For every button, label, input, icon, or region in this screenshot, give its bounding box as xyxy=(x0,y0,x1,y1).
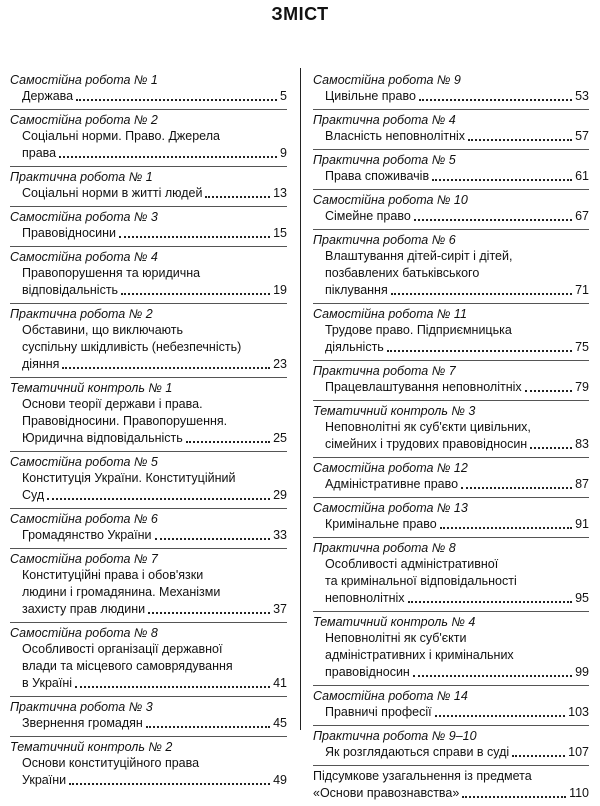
dot-leader xyxy=(468,139,572,141)
toc-entry-title: Особливості організації державної xyxy=(22,642,223,656)
toc-entry-title: Кримінальне право xyxy=(325,517,437,531)
dot-leader xyxy=(76,99,277,101)
dot-leader xyxy=(461,487,572,489)
toc-entry-header: Тематичний контроль № 1 xyxy=(10,381,173,395)
toc-entry[interactable] xyxy=(313,766,589,806)
page-number: 87 xyxy=(575,477,589,491)
toc-entry-title: Особливості адміністративної xyxy=(325,557,499,571)
toc-entry-header: Тематичний контроль № 2 xyxy=(10,740,173,754)
toc-entry-title: Адміністративне право xyxy=(325,477,459,491)
toc-entry-header: Практична робота № 9–10 xyxy=(313,729,477,743)
toc-entry-header: Практична робота № 1 xyxy=(10,170,153,184)
page-number: 19 xyxy=(273,283,287,297)
toc-entry[interactable] xyxy=(313,304,589,361)
dot-leader xyxy=(69,783,270,785)
toc-entry-title: захисту прав людини xyxy=(22,602,146,616)
dot-leader xyxy=(435,715,566,717)
dot-leader xyxy=(440,527,572,529)
dot-leader xyxy=(62,367,270,369)
toc-entry-header: Самостійна робота № 14 xyxy=(313,689,468,703)
page-number: 57 xyxy=(575,129,589,143)
dot-leader xyxy=(413,675,572,677)
toc-entry[interactable] xyxy=(10,623,287,697)
toc-entry-title: та кримінальної відповідальності xyxy=(325,574,517,588)
dot-leader xyxy=(419,99,572,101)
toc-entry[interactable] xyxy=(10,737,287,793)
page-number: 99 xyxy=(575,665,589,679)
dot-leader xyxy=(462,796,566,798)
toc-entry[interactable] xyxy=(10,697,287,737)
dot-leader xyxy=(391,293,572,295)
toc-entry[interactable] xyxy=(313,110,589,150)
toc-entry-header: Тематичний контроль № 3 xyxy=(313,404,476,418)
toc-entry[interactable] xyxy=(313,726,589,766)
toc-entry[interactable] xyxy=(313,401,589,458)
dot-leader xyxy=(408,601,573,603)
page-number: 79 xyxy=(575,380,589,394)
toc-entry-title: позбавлених батьківського xyxy=(325,266,480,280)
toc-entry-title: Як розглядаються справи в суді xyxy=(325,745,510,759)
toc-entry-title: Сімейне право xyxy=(325,209,411,223)
toc-entry-title: Основи конституційного права xyxy=(22,756,200,770)
toc-entry-title: Соціальні норми. Право. Джерела xyxy=(22,129,220,143)
toc-entry[interactable] xyxy=(313,538,589,612)
toc-entry-header: Самостійна робота № 7 xyxy=(10,552,158,566)
toc-entry[interactable] xyxy=(10,304,287,378)
dot-leader xyxy=(121,293,270,295)
page-number: 29 xyxy=(273,488,287,502)
dot-leader xyxy=(146,726,270,728)
toc-entry[interactable] xyxy=(10,207,287,247)
toc-entry-title: Права споживачів xyxy=(325,169,430,183)
page-number: 37 xyxy=(273,602,287,616)
toc-entry-header: Практична робота № 6 xyxy=(313,233,456,247)
toc-entry[interactable] xyxy=(313,612,589,686)
toc-entry-header: Практична робота № 2 xyxy=(10,307,153,321)
toc-entry-title: відповідальність xyxy=(22,283,119,297)
toc-entry[interactable] xyxy=(10,378,287,452)
page-number: 33 xyxy=(273,528,287,542)
page-number: 45 xyxy=(273,716,287,730)
toc-entry-title: правовідносин xyxy=(325,665,410,679)
toc-entry-header: Практична робота № 8 xyxy=(313,541,456,555)
toc-entry[interactable] xyxy=(10,247,287,304)
dot-leader xyxy=(432,179,572,181)
page-number: 25 xyxy=(273,431,287,445)
toc-entry-title: діяльність xyxy=(325,340,384,354)
page-number: 75 xyxy=(575,340,589,354)
page-number: 49 xyxy=(273,773,287,787)
page-title: ЗМІСТ xyxy=(271,4,329,24)
toc-entry-header: Самостійна робота № 4 xyxy=(10,250,158,264)
toc-entry-title: Конституційні права і обов'язки xyxy=(22,568,204,582)
toc-entry[interactable] xyxy=(313,361,589,401)
dot-leader xyxy=(47,498,270,500)
toc-entry-title: Громадянство України xyxy=(22,528,152,542)
page-number: 107 xyxy=(568,745,589,759)
toc-entry-title: Підсумкове узагальнення із предмета xyxy=(313,769,532,783)
dot-leader xyxy=(75,686,270,688)
dot-leader xyxy=(414,219,572,221)
toc-entry-title: сімейних і трудових правовідносин xyxy=(325,437,528,451)
dot-leader xyxy=(186,441,270,443)
toc-entry-title: Влаштування дітей-сиріт і дітей, xyxy=(325,249,513,263)
page-number: 103 xyxy=(568,705,589,719)
toc-entry-title: права xyxy=(22,146,57,160)
page-number: 53 xyxy=(575,89,589,103)
page-number: 15 xyxy=(273,226,287,240)
page-number: 91 xyxy=(575,517,589,531)
toc-entry[interactable] xyxy=(10,549,287,623)
toc-entry-title: Правовідносини xyxy=(22,226,117,240)
toc-entry-title: Цивільне право xyxy=(325,89,416,103)
toc-entry[interactable] xyxy=(10,167,287,207)
dot-leader xyxy=(205,196,270,198)
page-number: 9 xyxy=(280,146,287,160)
toc-entry-header: Самостійна робота № 2 xyxy=(10,113,158,127)
toc-entry[interactable] xyxy=(313,458,589,498)
toc-entry[interactable] xyxy=(313,70,589,110)
toc-entry-title: адміністративних і кримінальних xyxy=(325,648,514,662)
toc-entry-title: Основи теорії держави і права. xyxy=(22,397,203,411)
toc-entry-header: Самостійна робота № 9 xyxy=(313,73,461,87)
toc-entry-header: Самостійна робота № 3 xyxy=(10,210,158,224)
page-number: 13 xyxy=(273,186,287,200)
toc-entry-title: Працевлаштування неповнолітніх xyxy=(325,380,522,394)
toc-entry-header: Практична робота № 3 xyxy=(10,700,153,714)
column-divider xyxy=(300,68,301,730)
toc-entry-title: влади та місцевого самоврядування xyxy=(22,659,233,673)
toc-entry-title: Юридична відповідальність xyxy=(22,431,183,445)
toc-entry-title: Неповнолітні як суб'єкти цивільних, xyxy=(325,420,531,434)
toc-entry-title: України xyxy=(22,773,67,787)
toc-entry[interactable] xyxy=(313,190,589,230)
page-number: 23 xyxy=(273,357,287,371)
toc-entry-title: Власність неповнолітніх xyxy=(325,129,465,143)
toc-entry[interactable] xyxy=(10,509,287,549)
toc-entry-title: Конституція України. Конституційний xyxy=(22,471,236,485)
toc-entry-title: Неповнолітні як суб'єкти xyxy=(325,631,467,645)
toc-entry-header: Практична робота № 7 xyxy=(313,364,456,378)
page-number: 61 xyxy=(575,169,589,183)
toc-entry-title: Держава xyxy=(22,89,74,103)
dot-leader xyxy=(525,390,572,392)
dot-leader xyxy=(119,236,270,238)
toc-entry-title: в Україні xyxy=(22,676,73,690)
toc-entry-title: Обставини, що виключають xyxy=(22,323,183,337)
page-number: 71 xyxy=(575,283,589,297)
toc-entry-header: Самостійна робота № 6 xyxy=(10,512,158,526)
toc-entry-header: Самостійна робота № 1 xyxy=(10,73,158,87)
toc-entry[interactable] xyxy=(10,70,287,110)
toc-entry-header: Самостійна робота № 10 xyxy=(313,193,468,207)
toc-entry-title: неповнолітніх xyxy=(325,591,405,605)
page-number: 83 xyxy=(575,437,589,451)
toc-entry-header: Самостійна робота № 5 xyxy=(10,455,158,469)
toc-entry-title: суспільну шкідливість (небезпечність) xyxy=(22,340,242,354)
toc-entry[interactable] xyxy=(313,498,589,538)
toc-entry-title: людини і громадянина. Механізми xyxy=(22,585,221,599)
page-number: 95 xyxy=(575,591,589,605)
toc-entry-header: Практична робота № 5 xyxy=(313,153,456,167)
toc-entry-title: Трудове право. Підприємницька xyxy=(325,323,512,337)
toc-entry[interactable] xyxy=(313,686,589,726)
toc-entry-header: Самостійна робота № 12 xyxy=(313,461,468,475)
dot-leader xyxy=(155,538,271,540)
dot-leader xyxy=(530,447,572,449)
dot-leader xyxy=(387,350,572,352)
toc-entry-title: Звернення громадян xyxy=(22,716,143,730)
page-number: 41 xyxy=(273,676,287,690)
toc-entry-title: Правничі професії xyxy=(325,705,432,719)
toc-entry-header: Практична робота № 4 xyxy=(313,113,456,127)
toc-entry[interactable] xyxy=(10,452,287,509)
toc-entry-title: діяння xyxy=(22,357,60,371)
toc-entry-title: піклування xyxy=(325,283,388,297)
toc-entry[interactable] xyxy=(313,150,589,190)
page-number: 67 xyxy=(575,209,589,223)
page-number: 110 xyxy=(569,786,589,800)
toc-entry-header: Тематичний контроль № 4 xyxy=(313,615,476,629)
toc-entry-title: «Основи правознавства» xyxy=(313,786,460,800)
toc-entry-header: Самостійна робота № 13 xyxy=(313,501,468,515)
toc-entry-title: Правовідносини. Правопорушення. xyxy=(22,414,228,428)
toc-right-column xyxy=(313,70,589,806)
page-number: 5 xyxy=(280,89,287,103)
dot-leader xyxy=(148,612,270,614)
toc-entry[interactable] xyxy=(10,110,287,167)
toc-entry-title: Суд xyxy=(22,488,45,502)
toc-entry[interactable] xyxy=(313,230,589,304)
toc-entry-header: Самостійна робота № 11 xyxy=(313,307,467,321)
toc-left-column xyxy=(10,70,287,793)
dot-leader xyxy=(512,755,565,757)
toc-entry-header: Самостійна робота № 8 xyxy=(10,626,158,640)
toc-entry-title: Правопорушення та юридична xyxy=(22,266,201,280)
toc-entry-title: Соціальні норми в житті людей xyxy=(22,186,203,200)
dot-leader xyxy=(59,156,277,158)
